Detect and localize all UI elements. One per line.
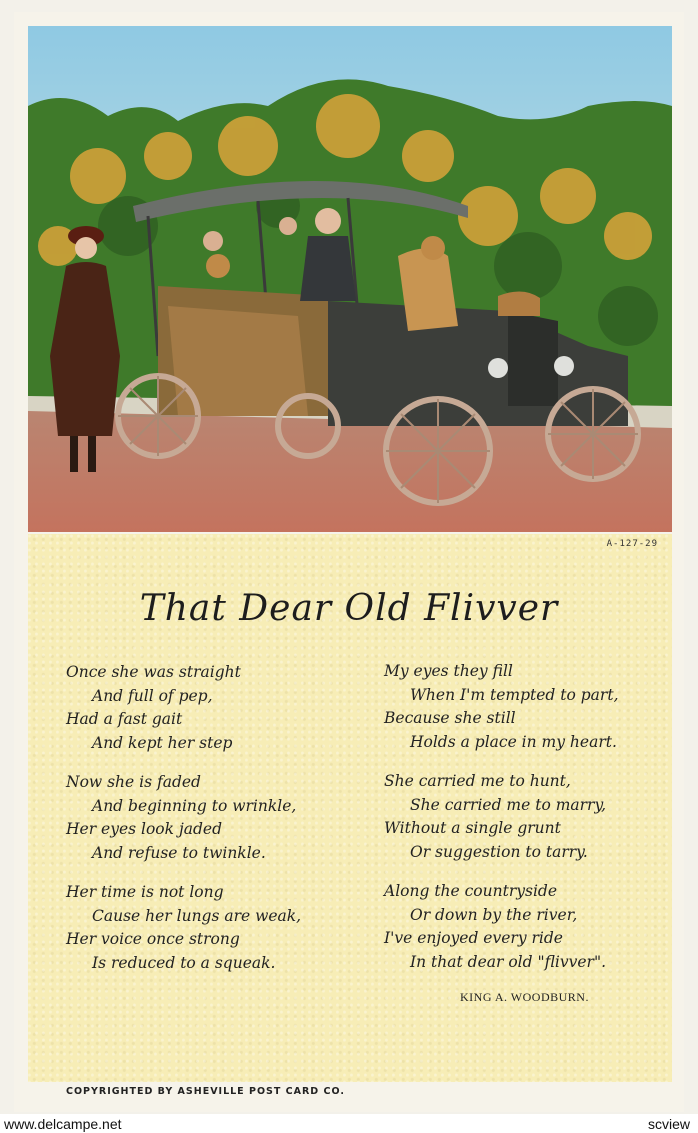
poem-line: I've enjoyed every ride — [384, 929, 563, 947]
poem-line: And refuse to twinkle. — [92, 843, 266, 862]
poem-line: Without a single grunt — [384, 819, 561, 837]
poem-line: My eyes they fill — [384, 662, 513, 680]
poem-line: And kept her step — [92, 733, 233, 752]
poem-line: Now she is faded — [66, 773, 201, 791]
poem-line: When I'm tempted to part, — [410, 685, 619, 704]
poem-line: Holds a place in my heart. — [410, 732, 617, 751]
poem-line: Or suggestion to tarry. — [410, 842, 588, 861]
poem-line: Because she still — [384, 709, 516, 727]
poem-line: Her time is not long — [66, 883, 224, 901]
poem-line: Her eyes look jaded — [66, 820, 223, 838]
poem-line: She carried me to marry, — [410, 795, 607, 814]
source-link[interactable]: www.delcampe.net — [4, 1116, 122, 1132]
poem-line: Is reduced to a squeak. — [92, 953, 276, 972]
poem-line: Along the countryside — [384, 882, 558, 900]
poem-right-column — [384, 660, 619, 974]
watermark-text: scview — [647, 1116, 690, 1132]
vintage-car-photo — [28, 26, 672, 532]
poem-line: And beginning to wrinkle, — [92, 796, 297, 815]
poem-line: Her voice once strong — [66, 930, 240, 948]
car-photo-illustration — [28, 26, 672, 532]
poem-line: Or down by the river, — [410, 905, 578, 924]
poem-line: Had a fast gait — [66, 710, 183, 728]
poem-title: That Dear Old Flivver — [139, 588, 559, 629]
poem-line: Once she was straight — [66, 663, 241, 681]
plate-code: A-127-29 — [606, 539, 658, 549]
poem-author: KING A. WOODBURN. — [460, 990, 589, 1004]
poem-line: She carried me to hunt, — [384, 772, 571, 790]
copyright-notice: COPYRIGHTED BY ASHEVILLE POST CARD CO. — [66, 1086, 345, 1097]
poem-left-column — [66, 661, 301, 975]
poem-line: In that dear old "flivver". — [410, 952, 607, 971]
poem-line: Cause her lungs are weak, — [92, 906, 302, 925]
poem-line: And full of pep, — [92, 686, 213, 705]
footer-bar — [0, 1114, 698, 1133]
